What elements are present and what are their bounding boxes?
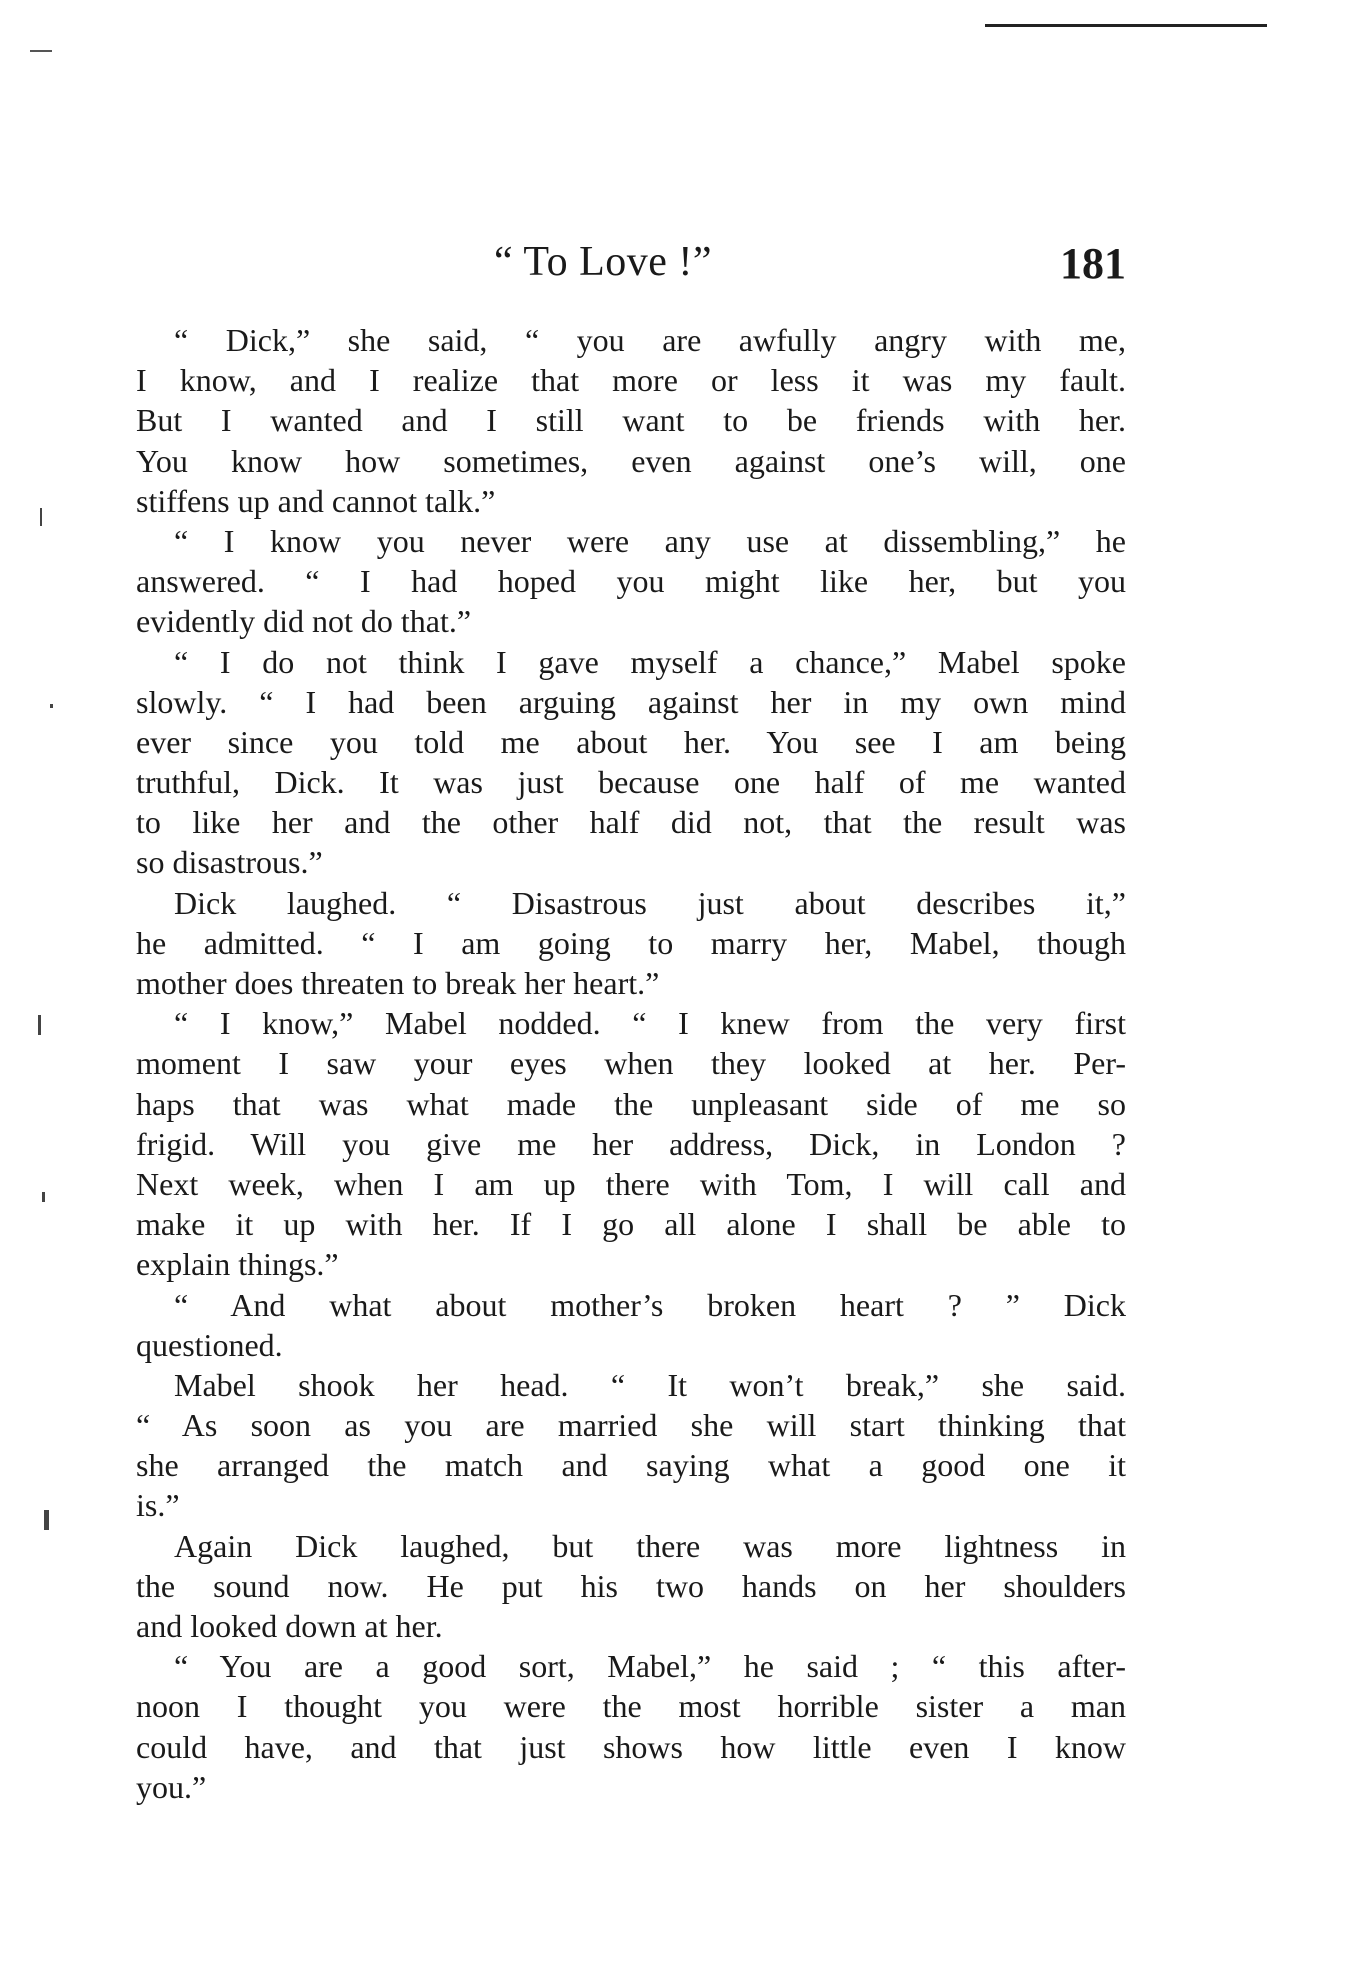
text-line: so disastrous.” xyxy=(136,844,323,881)
text-line: to like her and the other half did not, that the result was xyxy=(136,804,1126,841)
paragraph xyxy=(136,521,1126,642)
text-line: Again Dick laughed, but there was more lightness in xyxy=(174,1527,1126,1564)
text-line: is.” xyxy=(136,1487,180,1524)
text-line: explain things.” xyxy=(136,1246,339,1283)
margin-speck xyxy=(38,1015,41,1035)
text-line: evidently did not do that.” xyxy=(136,603,472,640)
text-line: she arranged the match and saying what a good one it xyxy=(136,1447,1126,1484)
text-line: “ I know,” Mabel nodded. “ I knew from the very first xyxy=(174,1005,1126,1042)
text-line: “ I know you never were any use at dissembling,” he xyxy=(174,522,1126,559)
text-line: the sound now. He put his two hands on her shoulders xyxy=(136,1567,1126,1604)
margin-speck xyxy=(44,1510,49,1530)
text-line: Mabel shook her head. “ It won’t break,” she said. xyxy=(174,1366,1126,1403)
paragraph xyxy=(136,1003,1126,1284)
paragraph xyxy=(136,1526,1126,1647)
paragraph xyxy=(136,320,1126,521)
text-line: questioned. xyxy=(136,1326,283,1363)
text-line: “ I do not think I gave myself a chance,” Mabel spoke xyxy=(174,643,1126,680)
text-line: slowly. “ I had been arguing against her in my own mind xyxy=(136,683,1126,720)
margin-speck xyxy=(50,704,53,708)
page-header xyxy=(136,238,1126,308)
page-number: 181 xyxy=(1060,239,1126,288)
running-title: “ To Love !” xyxy=(494,239,713,285)
text-line: you.” xyxy=(136,1768,207,1805)
margin-speck xyxy=(42,1192,45,1202)
text-line: frigid. Will you give me her address, Dick, in London ? xyxy=(136,1125,1126,1162)
text-line: haps that was what made the unpleasant side of me so xyxy=(136,1085,1126,1122)
text-line: answered. “ I had hoped you might like her, but you xyxy=(136,563,1126,600)
text-line: You know how sometimes, even against one’s will, one xyxy=(136,442,1126,479)
text-line: could have, and that just shows how little even I know xyxy=(136,1728,1126,1765)
text-line: moment I saw your eyes when they looked at her. Per- xyxy=(136,1045,1126,1082)
text-line: ever since you told me about her. You see I am being xyxy=(136,723,1126,760)
text-line: “ You are a good sort, Mabel,” he said ; “ this after- xyxy=(174,1648,1126,1685)
text-line: stiffens up and cannot talk.” xyxy=(136,482,496,519)
paragraph xyxy=(136,1646,1126,1807)
text-line: he admitted. “ I am going to marry her, Mabel, though xyxy=(136,924,1126,961)
text-line: truthful, Dick. It was just because one half of me wanted xyxy=(136,764,1126,801)
body-text xyxy=(136,320,1126,1807)
margin-speck xyxy=(40,508,42,526)
text-line: But I wanted and I still want to be friends with her. xyxy=(136,402,1126,439)
paragraph xyxy=(136,1285,1126,1365)
text-line: mother does threaten to break her heart.” xyxy=(136,965,660,1001)
text-line: make it up with her. If I go all alone I shall be able to xyxy=(136,1206,1126,1243)
text-line: “ Dick,” she said, “ you are awfully angry with me, xyxy=(174,322,1126,358)
text-line: noon I thought you were the most horrible sister a man xyxy=(136,1688,1126,1725)
text-line: “ As soon as you are married she will start thinking that xyxy=(136,1407,1126,1444)
text-line: “ And what about mother’s broken heart ? ” Dick xyxy=(174,1286,1126,1323)
text-line: and looked down at her. xyxy=(136,1608,443,1644)
margin-mark xyxy=(30,50,52,52)
text-line: Dick laughed. “ Disastrous just about describes it,” xyxy=(174,884,1126,921)
paragraph xyxy=(136,883,1126,1004)
text-line: I know, and I realize that more or less it was my fault. xyxy=(136,362,1126,399)
paragraph xyxy=(136,1365,1126,1526)
top-rule xyxy=(985,24,1267,27)
text-line: Next week, when I am up there with Tom, I will call and xyxy=(136,1165,1126,1202)
paragraph xyxy=(136,642,1126,883)
